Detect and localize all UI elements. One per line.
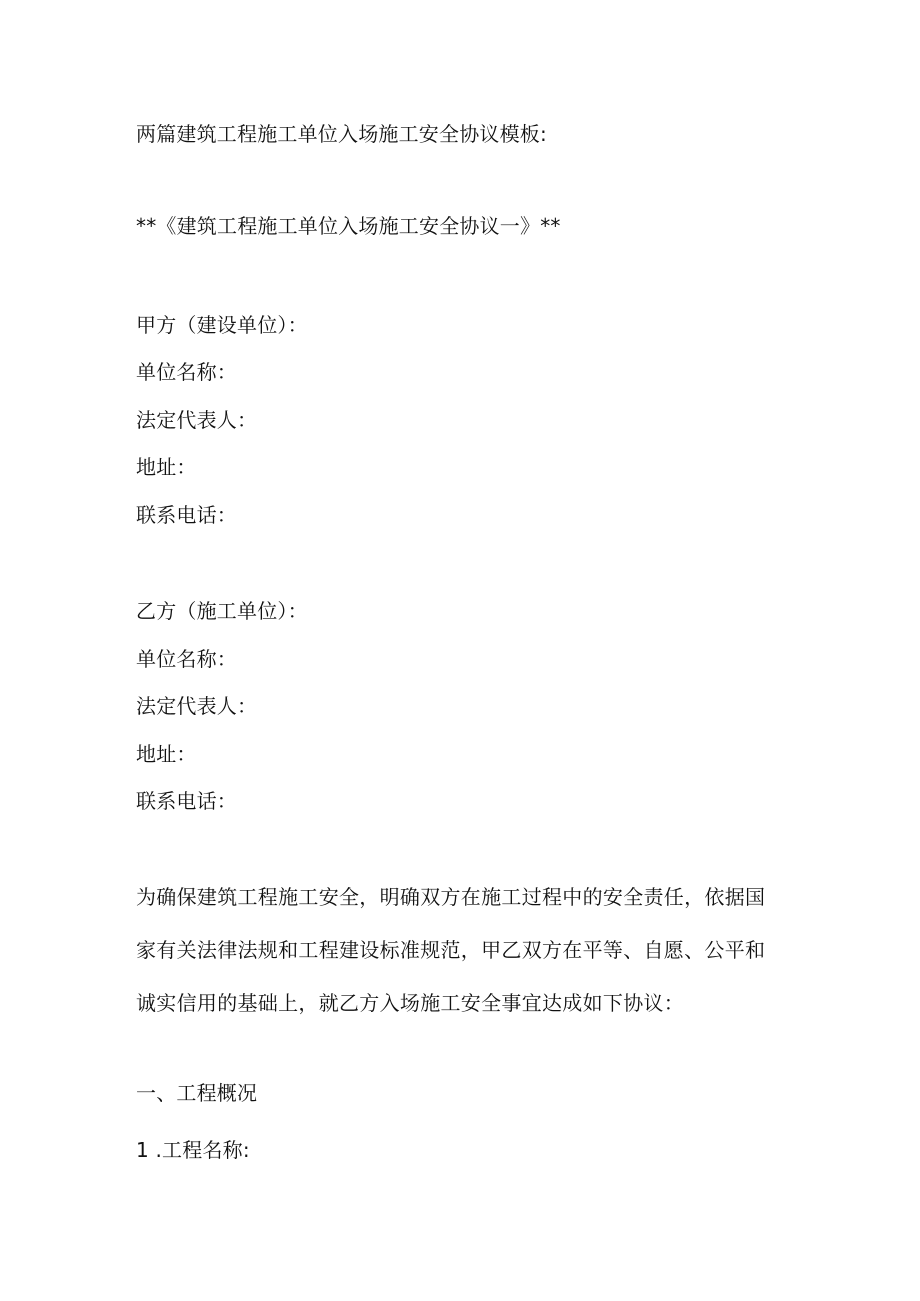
preamble-paragraph [136,871,776,1030]
party-a-phone-label: 联系电话： [136,503,237,527]
party-a-address-label: 地址： [136,455,197,479]
party-b-phone-label: 联系电话： [136,789,237,813]
party-b-address-label: 地址： [136,742,197,766]
party-a-heading: 甲方（建设单位）： [136,313,308,337]
agreement-title: **《建筑工程施工单位入场施工安全协议一》** [136,214,561,238]
preamble-line: 家有关法律法规和工程建设标准规范，甲乙双方在平等、自愿、公平和 [136,938,766,962]
section-one-heading: 一、工程概况 [136,1081,258,1105]
party-a-rep-label: 法定代表人： [136,408,258,432]
preamble-line: 为确保建筑工程施工安全，明确双方在施工过程中的安全责任，依据国 [136,885,766,909]
preamble-line: 诚实信用的基础上，就乙方入场施工安全事宜达成如下协议： [136,991,685,1015]
party-b-rep-label: 法定代表人： [136,694,258,718]
party-b-name-label: 单位名称： [136,647,237,671]
party-a-name-label: 单位名称： [136,360,237,384]
section-one-item-1: 1 .工程名称: [136,1138,250,1162]
intro-title: 两篇建筑工程施工单位入场施工安全协议模板: [136,122,547,146]
party-b-heading: 乙方（施工单位）： [136,599,308,623]
